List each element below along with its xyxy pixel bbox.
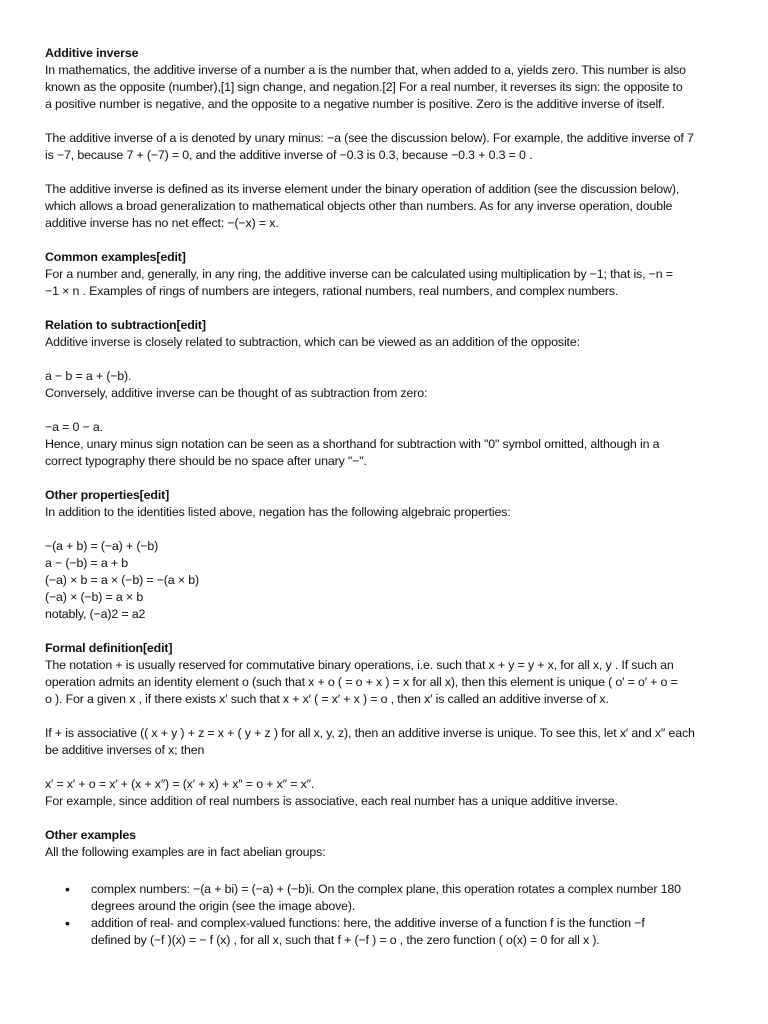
section-heading: Additive inverse xyxy=(45,46,139,60)
section-relation-to-subtraction xyxy=(45,317,725,351)
properties-list xyxy=(45,538,725,623)
paragraph-line: operation admits an identity element o (such that x + o ( = o + x ) = x for all x), then this element is unique ( o′ = o′ + o = xyxy=(45,675,678,689)
formula-line: notably, (−a)2 = a2 xyxy=(45,607,146,621)
paragraph-line: addition of real- and complex-valued functions: here, the additive inverse of a function f is the function −f xyxy=(91,916,645,930)
section-heading: Other properties[edit] xyxy=(45,488,170,502)
paragraph-notation xyxy=(45,130,725,164)
section-heading: Formal definition[edit] xyxy=(45,641,173,655)
section-heading: Other examples xyxy=(45,828,136,842)
bullet-icon: • xyxy=(65,881,70,897)
paragraph-line: In addition to the identities listed above, negation has the following algebraic properties: xyxy=(45,505,511,519)
formula-subtraction xyxy=(45,368,725,402)
section-additive-inverse xyxy=(45,45,725,113)
formula-line: −(a + b) = (−a) + (−b) xyxy=(45,539,159,553)
paragraph-line: degrees around the origin (see the image above). xyxy=(91,899,356,913)
paragraph-line: known as the opposite (number),[1] sign change, and negation.[2] For a real number, it reverses its sign: the opposite to xyxy=(45,80,683,94)
paragraph-line: Additive inverse is closely related to subtraction, which can be viewed as an addition of the opposite: xyxy=(45,335,580,349)
paragraph-line: a positive number is negative, and the opposite to a negative number is positive. Zero is the additive inverse of itself. xyxy=(45,97,665,111)
document-page xyxy=(45,45,725,949)
paragraph-line: defined by (−f )(x) = − f (x) , for all x, such that f + (−f ) = o , the zero function ( o(x) = 0 for all x ). xyxy=(91,933,600,947)
section-heading: Common examples[edit] xyxy=(45,250,186,264)
paragraph-line: which allows a broad generalization to mathematical objects other than numbers. As for any inverse operation, double xyxy=(45,199,673,213)
paragraph-line: Hence, unary minus sign notation can be seen as a shorthand for subtraction with "0" symbol omitted, although in a xyxy=(45,437,660,451)
section-common-examples xyxy=(45,249,725,300)
formula-line: a − (−b) = a + b xyxy=(45,556,129,570)
paragraph-line: The additive inverse is defined as its inverse element under the binary operation of addition (see the discussion below), xyxy=(45,182,680,196)
paragraph-line: The notation + is usually reserved for commutative binary operations, i.e. such that x + y = y + x, for all x, y . If such an xyxy=(45,658,674,672)
paragraph-line: complex numbers: −(a + bi) = (−a) + (−b)i. On the complex plane, this operation rotates a complex number 180 xyxy=(91,882,681,896)
paragraph-line: Conversely, additive inverse can be thought of as subtraction from zero: xyxy=(45,386,428,400)
paragraph-associative xyxy=(45,725,725,759)
paragraph-line: In mathematics, the additive inverse of a number a is the number that, when added to a, yields zero. This number is also xyxy=(45,63,686,77)
paragraph-line: If + is associative (( x + y ) + z = x + ( y + z ) for all x, y, z), then an additive inverse is unique. To see this, let x′ and x″ each xyxy=(45,726,695,740)
paragraph-line: All the following examples are in fact abelian groups: xyxy=(45,845,326,859)
section-other-properties xyxy=(45,487,725,521)
paragraph-line: −1 × n . Examples of rings of numbers are integers, rational numbers, real numbers, and complex numbers. xyxy=(45,284,619,298)
formula-uniqueness xyxy=(45,776,725,810)
paragraph-line: For example, since addition of real numbers is associative, each real number has a unique additive inverse. xyxy=(45,794,618,808)
paragraph-line: is −7, because 7 + (−7) = 0, and the additive inverse of −0.3 is 0.3, because −0.3 + 0.3 = 0 . xyxy=(45,148,533,162)
paragraph-line: be additive inverses of x; then xyxy=(45,743,205,757)
formula-negation xyxy=(45,419,725,470)
list-item xyxy=(45,915,725,949)
paragraph-line: o ). For a given x , if there exists x′ such that x + x′ ( = x′ + x ) = o , then x′ is called an additive inverse of x. xyxy=(45,692,609,706)
section-other-examples xyxy=(45,827,725,861)
bullet-icon: • xyxy=(65,915,70,931)
paragraph-line: correct typography there should be no space after unary "−". xyxy=(45,454,367,468)
formula-line: (−a) × b = a × (−b) = −(a × b) xyxy=(45,573,199,587)
section-heading: Relation to subtraction[edit] xyxy=(45,318,206,332)
paragraph-line: The additive inverse of a is denoted by unary minus: −a (see the discussion below). For example, the additive inverse of 7 xyxy=(45,131,694,145)
formula-line: x′ = x′ + o = x′ + (x + x″) = (x′ + x) + x″ = o + x″ = x″. xyxy=(45,777,315,791)
list-item xyxy=(45,881,725,915)
formula-line: (−a) × (−b) = a × b xyxy=(45,590,144,604)
section-formal-definition xyxy=(45,640,725,708)
formula-line: −a = 0 − a. xyxy=(45,420,103,434)
paragraph-definition xyxy=(45,181,725,232)
paragraph-line: additive inverse has no net effect: −(−x) = x. xyxy=(45,216,279,230)
formula-line: a − b = a + (−b). xyxy=(45,369,132,383)
examples-bullet-list xyxy=(45,881,725,949)
paragraph-line: For a number and, generally, in any ring, the additive inverse can be calculated using multiplication by −1; that is, −n = xyxy=(45,267,673,281)
